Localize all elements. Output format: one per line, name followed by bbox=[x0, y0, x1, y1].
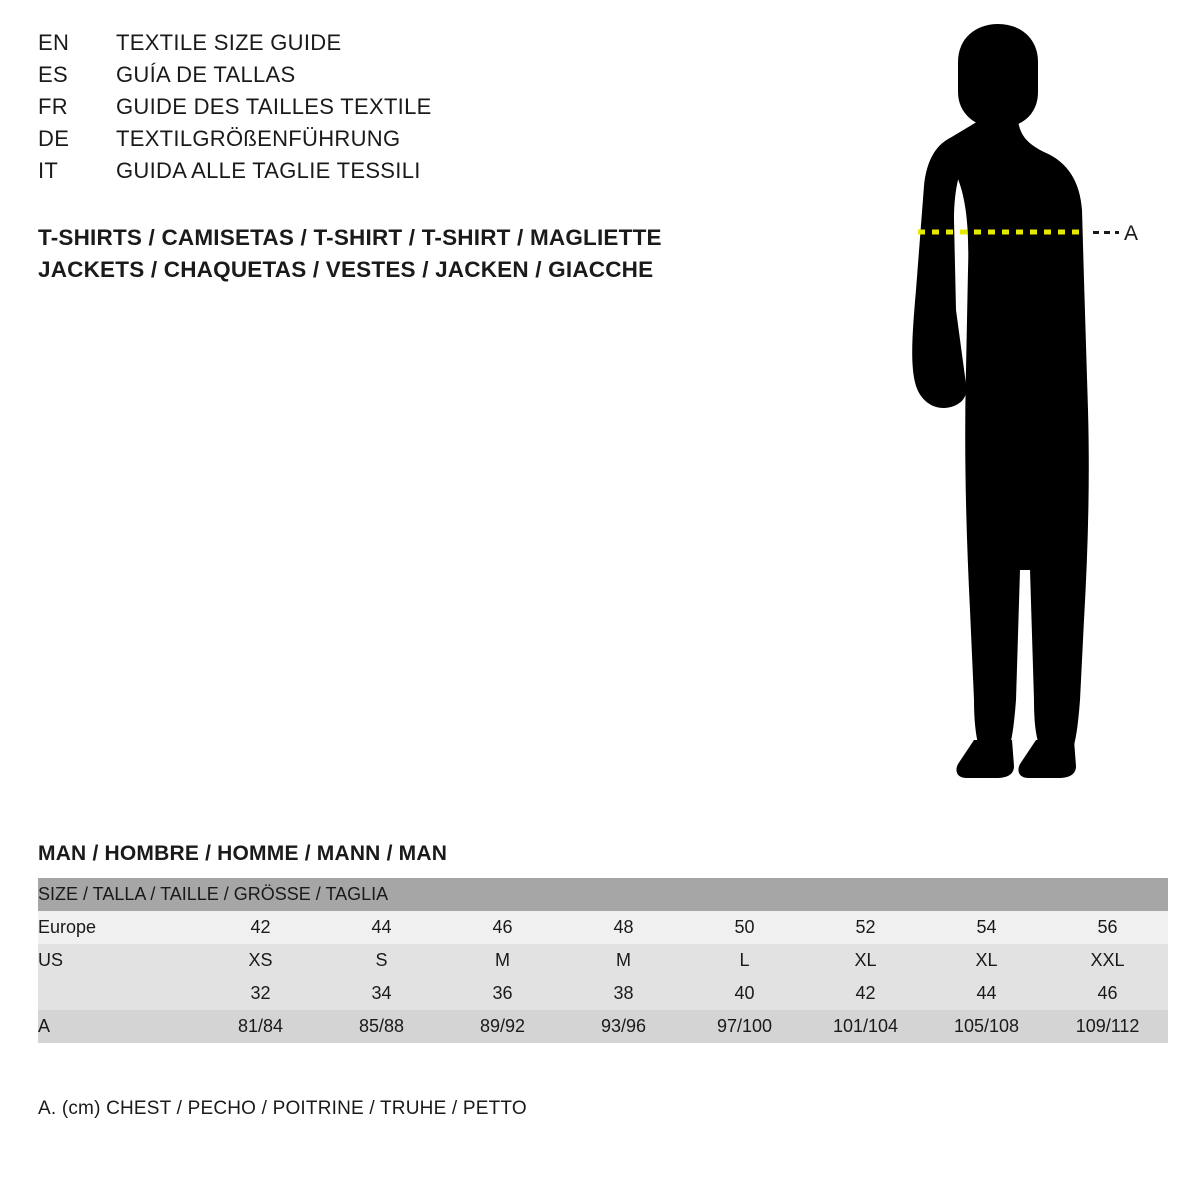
category-block bbox=[38, 222, 798, 286]
language-text: GUÍA DE TALLAS bbox=[116, 62, 296, 87]
table-cell: 50 bbox=[684, 911, 805, 944]
table-cell: 54 bbox=[926, 911, 1047, 944]
table-cell: M bbox=[442, 944, 563, 977]
table-cell: 48 bbox=[563, 911, 684, 944]
language-text: GUIDA ALLE TAGLIE TESSILI bbox=[116, 158, 421, 183]
male-silhouette-icon bbox=[830, 10, 1190, 800]
table-cell: 52 bbox=[805, 911, 926, 944]
language-text: GUIDE DES TAILLES TEXTILE bbox=[116, 94, 432, 119]
size-table bbox=[38, 878, 1168, 1043]
category-line-tshirts: T-SHIRTS / CAMISETAS / T-SHIRT / T-SHIRT / MAGLIETTE bbox=[38, 225, 662, 250]
language-row bbox=[38, 30, 758, 62]
language-header-block bbox=[38, 30, 758, 190]
table-cell: 89/92 bbox=[442, 1010, 563, 1043]
table-row bbox=[38, 1010, 1168, 1043]
row-label: A bbox=[38, 1010, 200, 1043]
table-cell: S bbox=[321, 944, 442, 977]
table-cell: XL bbox=[926, 944, 1047, 977]
table-cell: 34 bbox=[321, 977, 442, 1010]
category-line-jackets: JACKETS / CHAQUETAS / VESTES / JACKEN / GIACCHE bbox=[38, 257, 654, 282]
measure-leader-line bbox=[1093, 231, 1119, 234]
language-code: DE bbox=[38, 126, 70, 151]
table-cell: L bbox=[684, 944, 805, 977]
language-code: IT bbox=[38, 158, 59, 183]
language-row bbox=[38, 158, 758, 190]
table-cell: M bbox=[563, 944, 684, 977]
table-cell: 42 bbox=[200, 911, 321, 944]
table-cell: 97/100 bbox=[684, 1010, 805, 1043]
table-cell: 32 bbox=[200, 977, 321, 1010]
table-cell: 36 bbox=[442, 977, 563, 1010]
table-cell: 85/88 bbox=[321, 1010, 442, 1043]
table-row bbox=[38, 977, 1168, 1010]
table-cell: XXL bbox=[1047, 944, 1168, 977]
table-cell: 105/108 bbox=[926, 1010, 1047, 1043]
table-header-row bbox=[38, 878, 1168, 911]
table-cell: 38 bbox=[563, 977, 684, 1010]
table-cell: 44 bbox=[926, 977, 1047, 1010]
table-row bbox=[38, 944, 1168, 977]
table-group-title: MAN / HOMBRE / HOMME / MANN / MAN bbox=[38, 842, 448, 865]
table-footnote: A. (cm) CHEST / PECHO / POITRINE / TRUHE / PETTO bbox=[38, 1098, 527, 1119]
table-cell: 42 bbox=[805, 977, 926, 1010]
table-row bbox=[38, 911, 1168, 944]
body-silhouette-figure bbox=[830, 10, 1190, 800]
size-table-section bbox=[38, 842, 1168, 1043]
row-label: Europe bbox=[38, 911, 200, 944]
table-cell: 46 bbox=[1047, 977, 1168, 1010]
row-label bbox=[38, 977, 200, 1010]
table-cell: 101/104 bbox=[805, 1010, 926, 1043]
language-row bbox=[38, 126, 758, 158]
table-cell: 56 bbox=[1047, 911, 1168, 944]
table-cell: XL bbox=[805, 944, 926, 977]
table-cell: XS bbox=[200, 944, 321, 977]
table-cell: 93/96 bbox=[563, 1010, 684, 1043]
language-text: TEXTILGRÖßENFÜHRUNG bbox=[116, 126, 401, 151]
language-code: EN bbox=[38, 30, 70, 55]
language-row bbox=[38, 94, 758, 126]
language-row bbox=[38, 62, 758, 94]
table-cell: 46 bbox=[442, 911, 563, 944]
table-cell: 81/84 bbox=[200, 1010, 321, 1043]
language-text: TEXTILE SIZE GUIDE bbox=[116, 30, 342, 55]
table-header-label: SIZE / TALLA / TAILLE / GRÖSSE / TAGLIA bbox=[38, 878, 1168, 911]
table-cell: 109/112 bbox=[1047, 1010, 1168, 1043]
measure-label-a: A bbox=[1124, 222, 1139, 245]
language-code: FR bbox=[38, 94, 68, 119]
row-label: US bbox=[38, 944, 200, 977]
language-code: ES bbox=[38, 62, 68, 87]
table-cell: 40 bbox=[684, 977, 805, 1010]
table-cell: 44 bbox=[321, 911, 442, 944]
